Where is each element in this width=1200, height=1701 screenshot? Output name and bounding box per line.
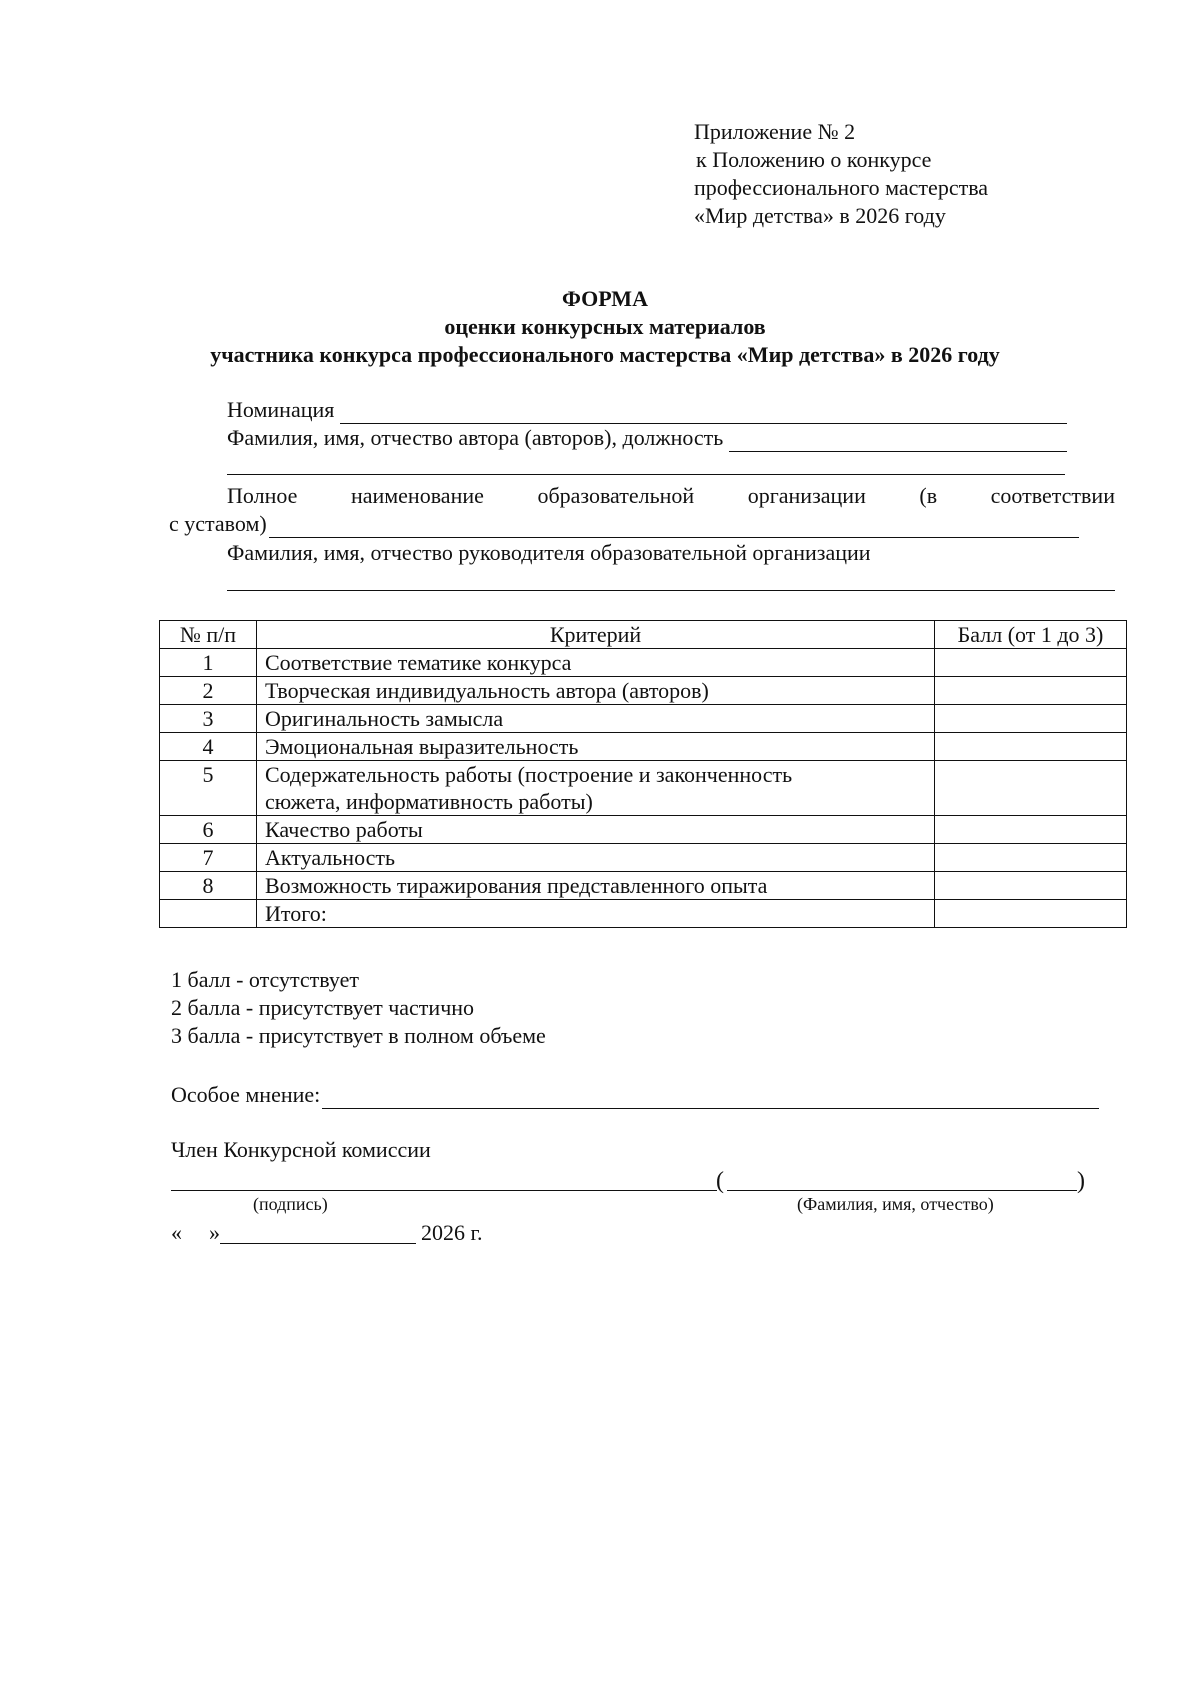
table-row <box>160 844 1127 872</box>
author-row <box>227 424 1067 452</box>
table-row <box>160 872 1127 900</box>
row-criterion: Оригинальность замысла <box>257 705 935 733</box>
date-open-quote: « <box>171 1220 182 1245</box>
row-criterion-line: сюжета, информативность работы) <box>265 789 593 814</box>
nomination-field[interactable] <box>340 401 1067 424</box>
org-word: соответствии <box>990 483 1115 508</box>
org-word: наименование <box>350 483 484 508</box>
name-open-paren: ( <box>716 1168 724 1194</box>
table-total-row <box>160 900 1127 928</box>
org-word: Полное <box>227 483 298 508</box>
row-score-cell[interactable] <box>935 733 1127 761</box>
row-number: 5 <box>160 761 257 816</box>
row-score-cell[interactable] <box>935 816 1127 844</box>
opinion-field[interactable] <box>322 1086 1099 1109</box>
row-number: 7 <box>160 844 257 872</box>
row-number: 8 <box>160 872 257 900</box>
row-score-cell[interactable] <box>935 649 1127 677</box>
row-score-cell[interactable] <box>935 761 1127 816</box>
table-header-row <box>160 621 1127 649</box>
row-score-cell[interactable] <box>935 705 1127 733</box>
total-number-cell <box>160 900 257 928</box>
header-number: № п/п <box>160 621 257 649</box>
table-row <box>160 649 1127 677</box>
header-score: Балл (от 1 до 3) <box>935 621 1127 649</box>
date-year: 2026 г. <box>421 1220 483 1245</box>
criteria-table <box>159 620 1127 928</box>
appendix-ref-cont: профессионального мастерства <box>694 175 989 200</box>
org-word: организации <box>747 483 866 508</box>
row-number: 2 <box>160 677 257 705</box>
legend-item: 2 балла - присутствует частично <box>171 995 475 1020</box>
appendix-ref-event: «Мир детства» в 2026 году <box>694 203 946 228</box>
appendix-block <box>694 118 988 230</box>
row-criterion: Возможность тиражирования представленного опыта <box>257 872 935 900</box>
date-close-quote: » <box>209 1220 220 1245</box>
name-caption: (Фамилия, имя, отчество) <box>797 1194 994 1214</box>
form-subtitle: оценки конкурсных материалов <box>444 314 766 339</box>
score-legend <box>171 966 546 1050</box>
total-score-cell[interactable] <box>935 900 1127 928</box>
nomination-row <box>227 396 1067 424</box>
table-row <box>160 761 1127 816</box>
author-field[interactable] <box>729 429 1067 452</box>
author-field-line-2[interactable] <box>227 474 1065 475</box>
date-field[interactable] <box>220 1243 416 1244</box>
total-label: Итого: <box>257 900 935 928</box>
signature-field[interactable] <box>171 1190 717 1191</box>
head-label: Фамилия, имя, отчество руководителя образовательной организации <box>227 540 871 565</box>
row-criterion: Качество работы <box>257 816 935 844</box>
row-criterion: Творческая индивидуальность автора (авторов) <box>257 677 935 705</box>
row-criterion: Соответствие тематике конкурса <box>257 649 935 677</box>
table-row <box>160 733 1127 761</box>
row-score-cell[interactable] <box>935 677 1127 705</box>
org-cont-label: с уставом) <box>169 511 267 536</box>
org-word: образовательной <box>537 483 695 508</box>
name-close-paren: ) <box>1077 1168 1085 1194</box>
org-name-field[interactable] <box>269 515 1079 538</box>
row-number: 1 <box>160 649 257 677</box>
table-row <box>160 677 1127 705</box>
row-criterion: Эмоциональная выразительность <box>257 733 935 761</box>
table-row <box>160 705 1127 733</box>
opinion-row <box>171 1081 1099 1109</box>
row-number: 6 <box>160 816 257 844</box>
legend-item: 1 балл - отсутствует <box>171 967 359 992</box>
legend-item: 3 балла - присутствует в полном объеме <box>171 1023 546 1048</box>
header-criterion: Критерий <box>257 621 935 649</box>
row-criterion: Актуальность <box>257 844 935 872</box>
org-cont-row <box>169 510 1079 538</box>
appendix-ref: к Положению о конкурсе <box>696 147 932 172</box>
row-score-cell[interactable] <box>935 844 1127 872</box>
row-criterion-multiline <box>257 761 935 816</box>
row-number: 4 <box>160 733 257 761</box>
head-name-field[interactable] <box>227 590 1115 591</box>
org-word: (в <box>919 483 938 508</box>
appendix-number: Приложение № 2 <box>694 119 856 144</box>
row-score-cell[interactable] <box>935 872 1127 900</box>
table-row <box>160 816 1127 844</box>
signature-caption: (подпись) <box>253 1194 328 1214</box>
name-field[interactable] <box>727 1190 1077 1191</box>
nomination-label: Номинация <box>227 397 335 422</box>
org-row <box>227 482 1115 510</box>
form-subtitle-2: участника конкурса профессионального мастерства «Мир детства» в 2026 году <box>210 342 1000 367</box>
opinion-label: Особое мнение: <box>171 1082 321 1107</box>
commission-label: Член Конкурсной комиссии <box>171 1137 431 1162</box>
row-number: 3 <box>160 705 257 733</box>
author-label: Фамилия, имя, отчество автора (авторов), должность <box>227 425 724 450</box>
form-title: ФОРМА <box>562 286 648 311</box>
row-criterion-line: Содержательность работы (построение и законченность <box>265 762 793 787</box>
